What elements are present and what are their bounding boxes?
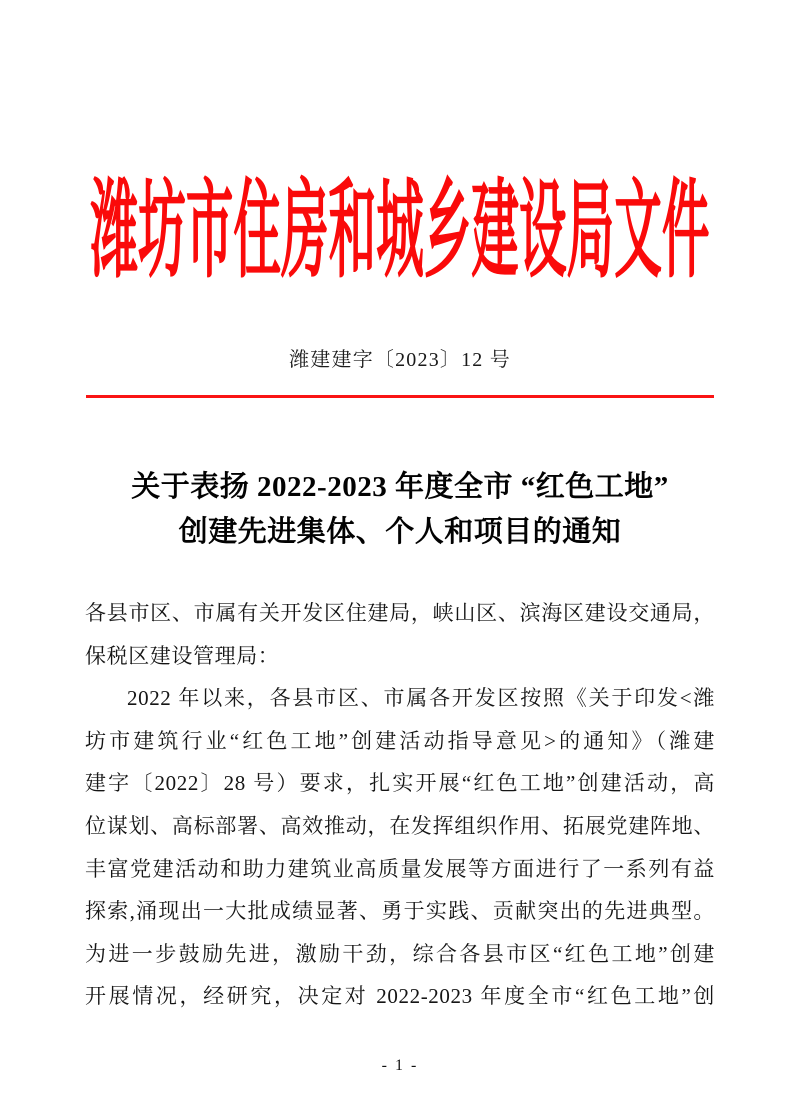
body-line: 位谋划、高标部署、高效推动，在发挥组织作用、拓展党建阵地、 <box>85 813 715 838</box>
body-line: 坊市建筑行业“红色工地”创建活动指导意见>的通知》（潍建 <box>85 728 715 753</box>
body-line: 各县市区、市属有关开发区住建局，峡山区、滨海区建设交通局， <box>85 601 715 625</box>
issuing-agency-title: 潍坊市住房和城乡建设局文件 <box>90 173 710 291</box>
document-title <box>0 465 800 555</box>
body-line: 建字〔2022〕28 号）要求，扎实开展“红色工地”创建活动，高 <box>85 771 715 796</box>
red-header-banner <box>0 173 800 291</box>
body-line: 保税区建设管理局： <box>85 643 280 668</box>
document-title-line2: 创建先进集体、个人和项目的通知 <box>178 516 622 548</box>
body-line: 探索,涌现出一大批成绩显著、勇于实践、贡献突出的先进典型。 <box>85 899 715 924</box>
document-title-line1: 关于表扬 2022-2023 年度全市 “红色工地” <box>131 471 669 503</box>
body-line: 丰富党建活动和助力建筑业高质量发展等方面进行了一系列有益 <box>85 856 715 881</box>
body-line: 开展情况，经研究，决定对 2022-2023 年度全市“红色工地”创 <box>85 984 715 1009</box>
body-line: 2022 年以来，各县市区、市属各开发区按照《关于印发<潍 <box>127 686 715 711</box>
body-line: 为进一步鼓励先进，激励干劲，综合各县市区“红色工地”创建 <box>85 941 715 966</box>
red-divider-line <box>86 395 714 398</box>
page-number: - 1 - <box>381 1057 419 1074</box>
document-body <box>85 592 715 1018</box>
document-number: 潍建建字〔2023〕12 号 <box>289 349 511 371</box>
